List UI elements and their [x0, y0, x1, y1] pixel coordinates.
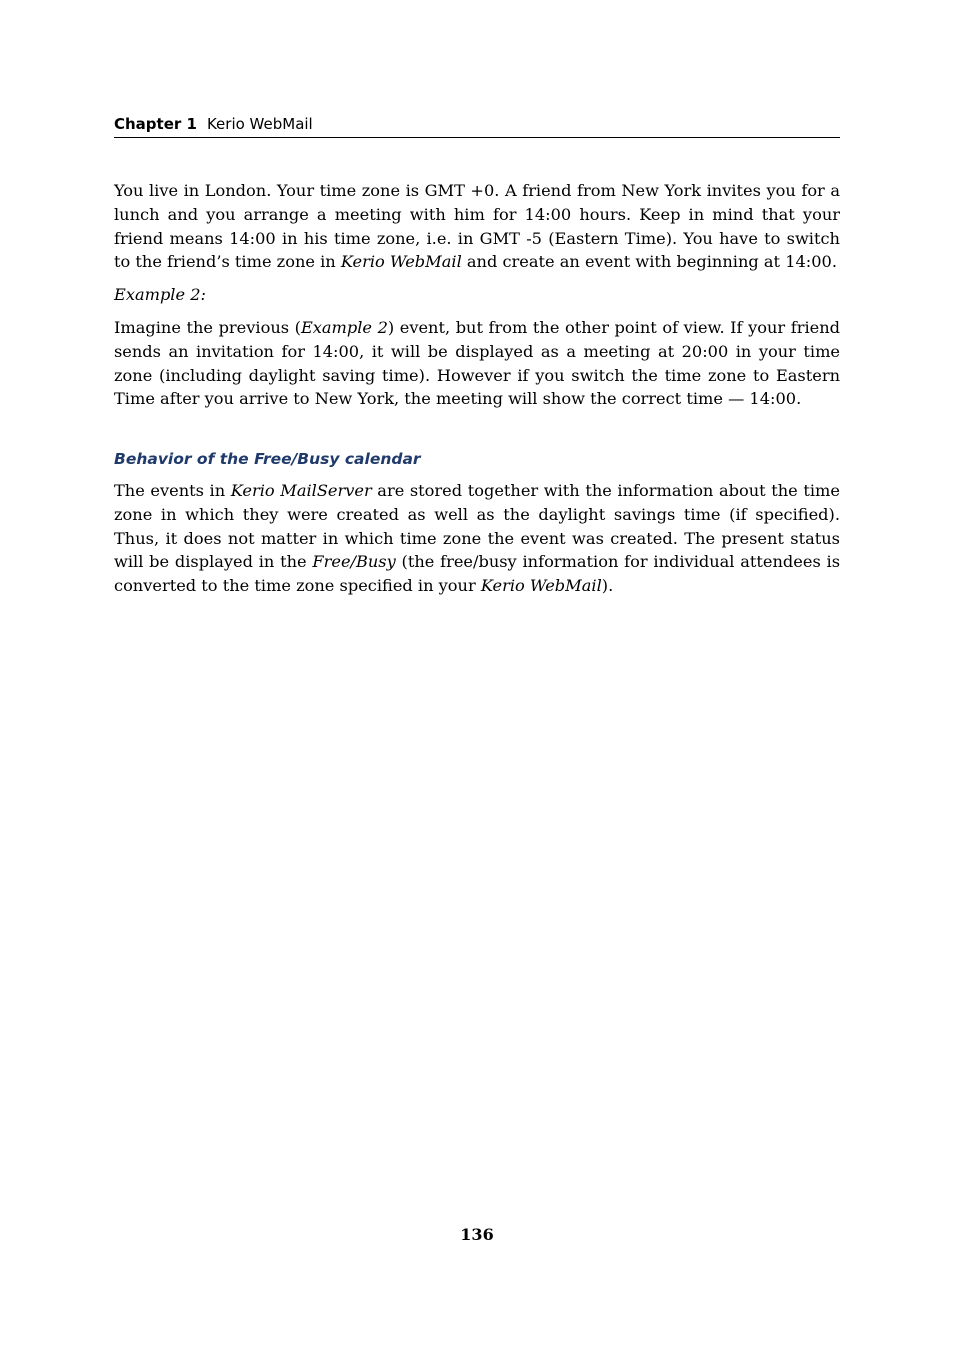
body-text	[114, 179, 840, 420]
text-span: and create an event with beginning at 14:00.	[461, 252, 837, 272]
emphasis-product-name: Kerio WebMail	[340, 252, 462, 272]
text-span: are stored together with the information about the time zone in which they were created as well as the daylight savings time (if specified). Thus, it does not matter in which time zone the event was created. The present status will be displayed in the	[114, 481, 840, 572]
emphasis-free-busy: Free/Busy	[312, 552, 396, 572]
paragraph-london-example	[114, 179, 840, 274]
emphasis-product-name: Kerio WebMail	[480, 576, 602, 596]
page-header	[114, 113, 840, 138]
chapter-title: Kerio WebMail	[206, 115, 313, 133]
example-label	[114, 283, 840, 307]
emphasis-example-ref: Example 2	[300, 317, 388, 337]
paragraph-example-2	[114, 316, 840, 411]
text-span: ).	[601, 576, 614, 596]
section-heading: Behavior of the Free/Busy calendar	[114, 450, 421, 468]
text-span: The events in	[114, 481, 231, 500]
emphasis-product-name: Kerio MailServer	[230, 481, 372, 500]
text-span: You live in London. Your time zone is GMT +0. A friend from New York invites you for a lunch and you arrange a meeting with him for 14:00 hours. Keep in mind that your friend means 14:00 in his time zone, i.e. in GMT -5 (Eastern Time). You have to switch to the friend’s time zone in	[114, 181, 840, 272]
text-span: (the free/busy information for individual attendees is converted to the time zone specified in your	[114, 552, 840, 596]
section-body	[114, 479, 840, 598]
chapter-label: Chapter 1	[114, 115, 197, 133]
page-number: 136	[460, 1225, 494, 1244]
text-span: Imagine the previous (	[114, 317, 301, 337]
example-label-text: Example 2:	[114, 285, 206, 305]
paragraph-free-busy	[114, 479, 840, 598]
text-span: ) event, but from the other point of view. If your friend sends an invitation for 14:00, it will be displayed as a meeting at 20:00 in your time zone (including daylight saving time). However if you switch the time zone to Eastern Time after you arrive to New York, the meeting will show the correct time — 14:00.	[114, 317, 841, 409]
